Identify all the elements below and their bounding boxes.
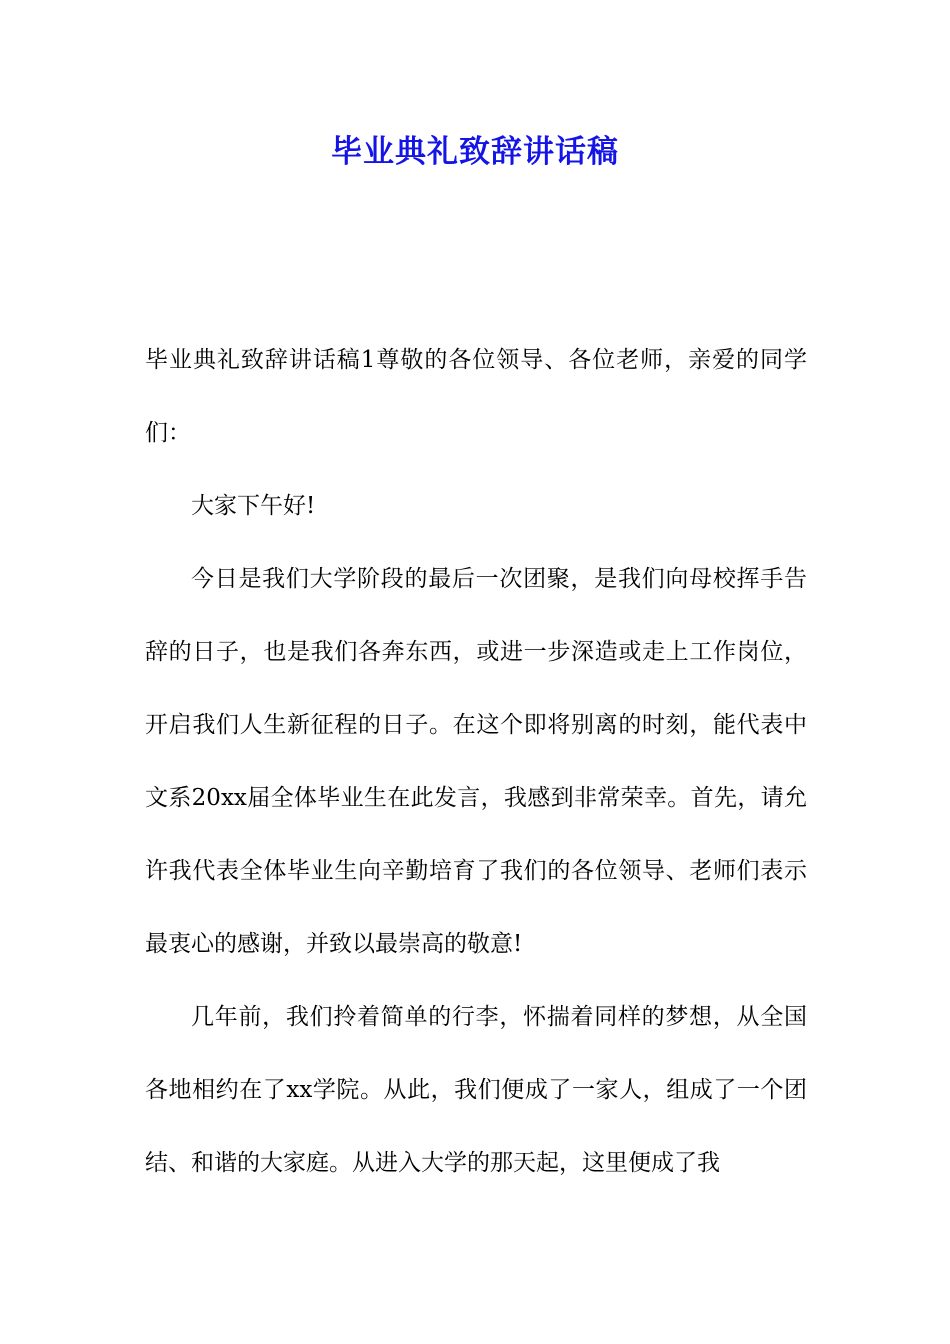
paragraph-salutation: 毕业典礼致辞讲话稿1尊敬的各位领导、各位老师，亲爱的同学们： [145,347,807,446]
paragraph-memories: 几年前，我们拎着简单的行李，怀揣着同样的梦想，从全国各地相约在了xx学院。从此，我们便成了一家人，组成了一个团结、和谐的大家庭。从进入大学的那天起，这里便成了我 [145,1004,807,1176]
paragraph-greeting: 大家下午好! [191,493,316,519]
paragraph-farewell: 今日是我们大学阶段的最后一次团聚，是我们向母校挥手告辞的日子，也是我们各奔东西，或进一步深造或走上工作岗位，开启我们人生新征程的日子。在这个即将别离的时刻，能代表中文系20xx届全体毕业生在此发言，我感到非常荣幸。首先，请允许我代表全体毕业生向辛勤培育了我们的各位领导、老师们表示最衷心的感谢，并致以最崇高的敬意! [145,566,807,957]
document-body [145,324,807,1200]
document-title: 毕业典礼致辞讲话稿 [331,134,619,170]
